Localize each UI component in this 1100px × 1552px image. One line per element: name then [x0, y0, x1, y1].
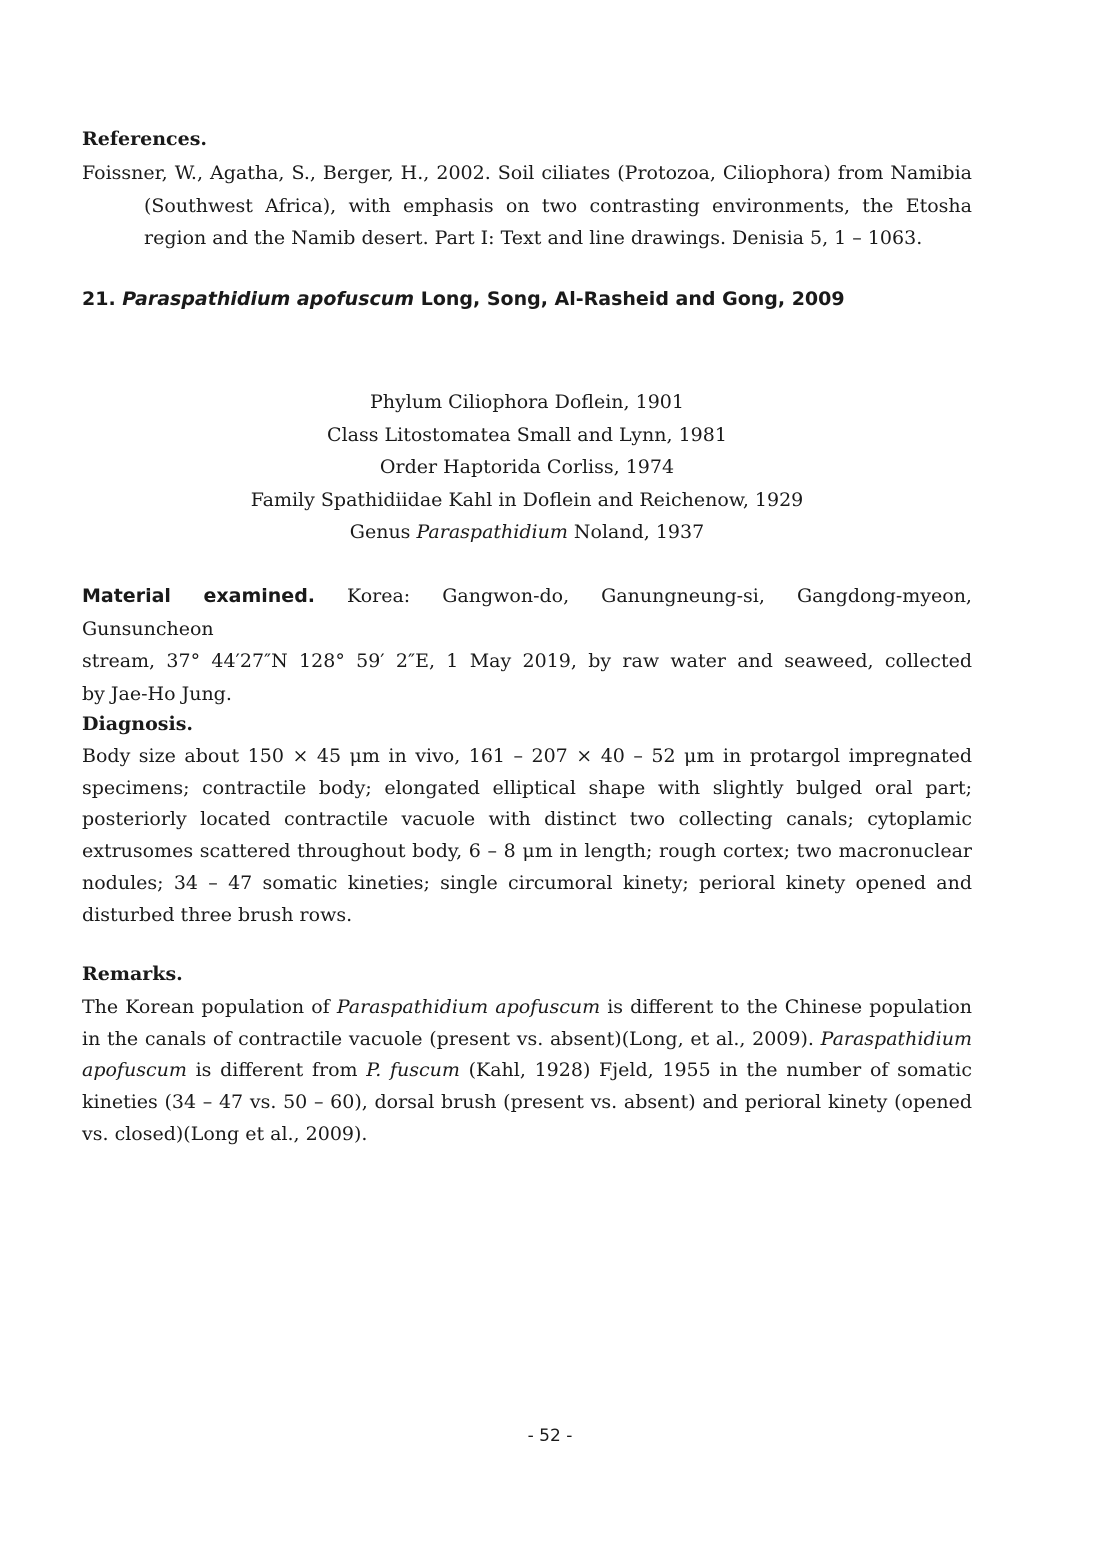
diagnosis-line-2: specimens; contractile body; elongated elliptical shape with slightly bulged oral part;	[82, 776, 972, 799]
remarks-text-3a: is different from	[195, 1059, 358, 1082]
material-label: Material examined.	[82, 585, 316, 607]
material-text-1: Korea: Gangwon-do, Ganungneung-si, Gangdong-myeon, Gunsuncheon	[82, 585, 972, 640]
remarks-text-1a: The Korean population of	[82, 996, 330, 1018]
remarks-species-1: Paraspathidium apofuscum	[336, 996, 601, 1018]
taxon-phylum: Phylum Ciliophora Doflein, 1901	[370, 391, 684, 413]
remarks-text-3b: (Kahl, 1928) Fjeld, 1955 in the number of somatic	[468, 1059, 973, 1082]
material-line-3: by Jae-Ho Jung.	[82, 682, 232, 705]
page-number: - 52 -	[527, 1426, 573, 1446]
remarks-text-1b: is different to the Chinese population	[607, 996, 972, 1018]
taxon-order: Order Haptorida Corliss, 1974	[379, 456, 675, 478]
taxonomy-block	[82, 386, 972, 549]
taxon-class: Class Litostomatea Small and Lynn, 1981	[327, 423, 727, 446]
diagnosis-line-3: posteriorly located contractile vacuole with distinct two collecting canals; cytoplamic	[82, 808, 972, 831]
species-number: 21.	[82, 288, 116, 310]
diagnosis-line-4: extrusomes scattered throughout body, 6 – 8 μm in length; rough cortex; two macronuclear	[82, 840, 972, 863]
remarks-text-2a: in the canals of contractile vacuole (present vs. absent)(Long, et al., 2009).	[82, 1027, 814, 1050]
remarks-epithet-3: apofuscum	[82, 1059, 187, 1082]
reference-entry	[82, 157, 972, 255]
remarks-line-4: kineties (34 – 47 vs. 50 – 60), dorsal brush (present vs. absent) and perioral kinety (opened	[82, 1091, 972, 1114]
remarks-line-2	[82, 1024, 972, 1056]
taxon-genus-authority: Noland, 1937	[573, 521, 705, 543]
remarks-line-3	[82, 1055, 972, 1087]
material-examined	[82, 580, 972, 710]
material-line-2: stream, 37° 44′27″N 128° 59′ 2″E, 1 May 2019, by raw water and seaweed, collected	[82, 650, 972, 672]
material-line-1	[82, 580, 972, 645]
remarks-line-1	[82, 992, 972, 1024]
remarks-heading: Remarks.	[82, 963, 183, 985]
reference-line-1: Foissner, W., Agatha, S., Berger, H., 2002. Soil ciliates (Protozoa, Ciliophora) from Namibia	[82, 162, 972, 184]
diagnosis-heading: Diagnosis.	[82, 713, 194, 735]
diagnosis-line-5: nodules; 34 – 47 somatic kineties; single circumoral kinety; perioral kinety opened and	[82, 871, 972, 894]
diagnosis-line-1: Body size about 150 × 45 μm in vivo, 161 – 207 × 40 – 52 μm in protargol impregnated	[82, 745, 972, 767]
taxon-genus-prefix: Genus	[349, 521, 411, 543]
taxon-genus-name: Paraspathidium	[416, 521, 568, 543]
remarks-species-3: P. fuscum	[366, 1059, 460, 1082]
remarks-genus-2: Paraspathidium	[820, 1027, 972, 1050]
species-name: Paraspathidium apofuscum	[122, 288, 415, 310]
diagnosis-text	[82, 741, 972, 931]
species-authority: Long, Song, Al-Rasheid and Gong, 2009	[420, 288, 845, 310]
remarks-line-5: vs. closed)(Long et al., 2009).	[82, 1122, 368, 1145]
diagnosis-line-6: disturbed three brush rows.	[82, 903, 353, 926]
taxon-family: Family Spathidiidae Kahl in Doflein and Reichenow, 1929	[250, 488, 804, 511]
reference-line-3: region and the Namib desert. Part I: Text and line drawings. Denisia 5, 1 – 1063.	[144, 227, 923, 249]
species-title	[82, 288, 845, 310]
remarks-text	[82, 992, 972, 1151]
references-heading: References.	[82, 128, 208, 150]
taxon-genus	[82, 516, 972, 549]
reference-line-2: (Southwest Africa), with emphasis on two contrasting environments, the Etosha	[144, 194, 972, 217]
